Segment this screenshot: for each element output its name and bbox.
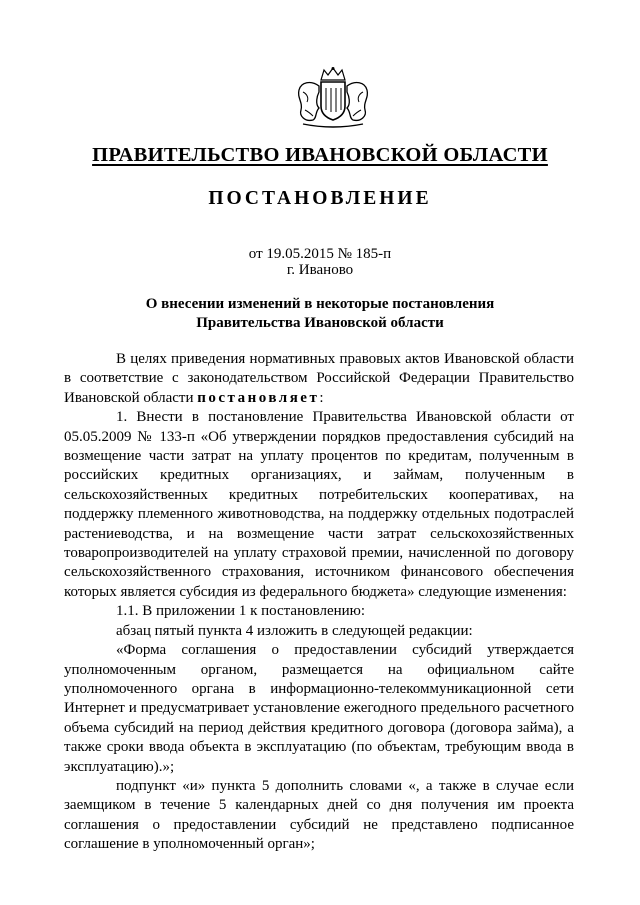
subject-title xyxy=(0,295,640,333)
paragraph-abzac: абзац пятый пункта 4 изложить в следующей редакции: xyxy=(116,622,473,639)
government-name: ПРАВИТЕЛЬСТВО ИВАНОВСКОЙ ОБЛАСТИ xyxy=(92,144,548,166)
paragraph-podpunkt: подпункт «и» пункта 5 дополнить словами «, а также в случае если заемщиком в течение 5 календарных дней со дня получения им проекта соглашения о предоставлении субсидий не представлено подписанное соглашение в уполномоченный орган»; xyxy=(64,777,574,853)
body-text xyxy=(64,350,574,855)
paragraph-1-1: 1.1. В приложении 1 к постановлению: xyxy=(116,603,366,620)
preamble-text: В целях приведения нормативных правовых актов Ивановской области в соответствие с законодательством Российской Федерации Правительство Ивановской области xyxy=(64,351,574,406)
preamble-paragraph xyxy=(64,350,574,408)
city: г. Иваново xyxy=(286,262,354,278)
paragraph-1: 1. Внести в постановление Правительства Ивановской области от 05.05.2009 № 133-п «Об утверждении порядков предоставления субсидий на возмещение части затрат на уплату процентов по кредитам, полученным в российских кредитных организациях, и займам, полученным в сельскохозяйственных кредитных потребительских кооперативах, на поддержку племенного животноводства, на поддержку отдельных подотраслей растениеводства, и на возмещение части затрат сельскохозяйственных товаропроизводителей на уплату страховой премии, начисленной по договору сельскохозяйственного страхования, источником финансового обеспечения которых является субсидия из федерального бюджета» следующие изменения: xyxy=(64,409,574,600)
preamble-end: : xyxy=(319,389,324,406)
paragraph-quote: «Форма соглашения о предоставлении субсидий утверждается уполномоченным органом, размещается на официальном сайте уполномоченного органа в информационно-телекоммуникационной сети Интернет и предусматривает установление ежегодного предельного расчетного объема субсидий на период действия кредитного договора (договора займа), а также сроки ввода объекта в эксплуатацию (по объектам, требующим ввода в эксплуатацию).»; xyxy=(64,642,574,775)
document-type: ПОСТАНОВЛЕНИЕ xyxy=(208,188,432,209)
subject-line-1: О внесении изменений в некоторые постановления xyxy=(145,296,495,312)
date-number: от 19.05.2015 № 185-п xyxy=(248,246,392,262)
decree-word: постановляет xyxy=(197,389,320,406)
subject-line-2: Правительства Ивановской области xyxy=(196,315,444,331)
coat-of-arms-icon xyxy=(291,66,375,130)
